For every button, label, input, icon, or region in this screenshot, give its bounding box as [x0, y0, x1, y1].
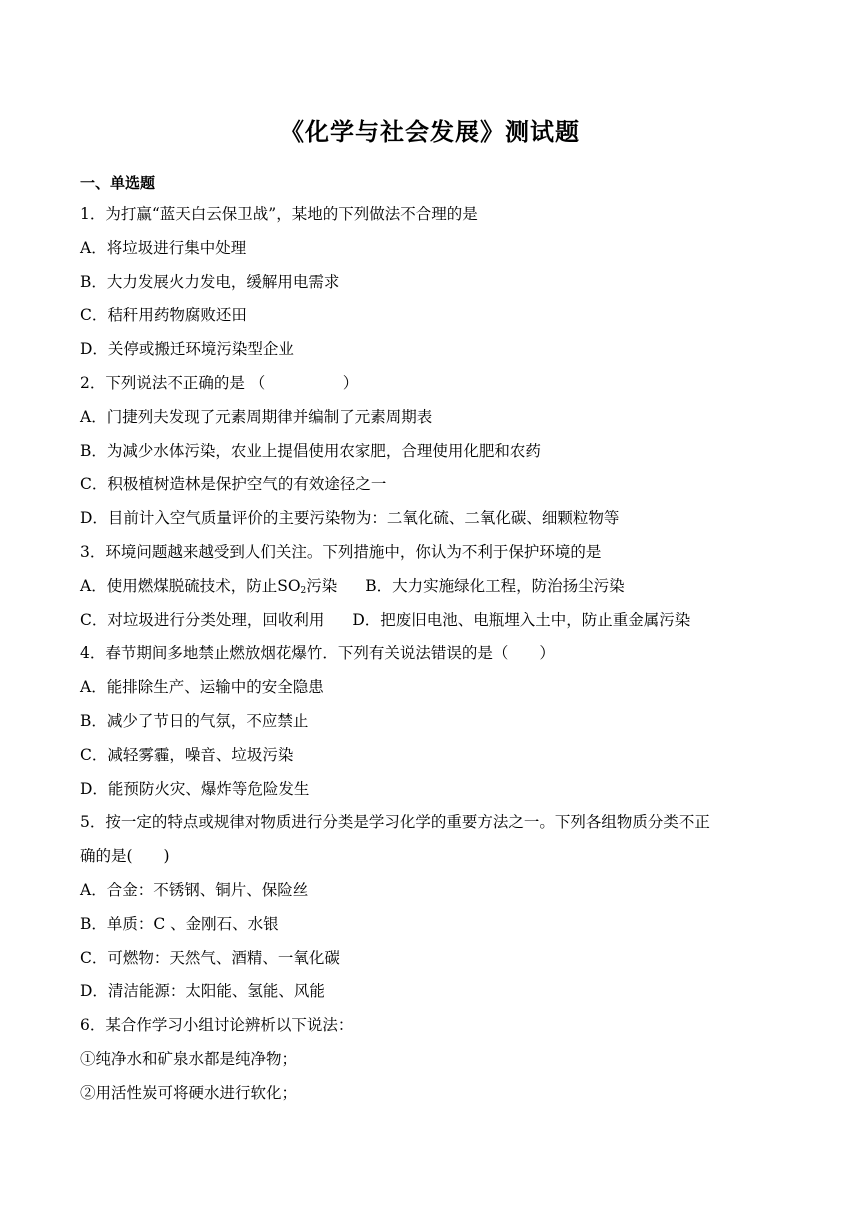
- option-d: D．清洁能源：太阳能、氢能、风能: [80, 982, 325, 1001]
- section-heading: 一、单选题: [80, 174, 156, 192]
- option-a: A．合金：不锈钢、铜片、保险丝: [80, 880, 309, 899]
- question-stem-continued: 确的是( ): [80, 847, 170, 866]
- option-b: B．大力发展火力发电，缓解用电需求: [80, 272, 340, 291]
- option-c: C．减轻雾霾，噪音、垃圾污染: [80, 745, 294, 764]
- option-d: D．目前计入空气质量评价的主要污染物为：二氧化硫、二氧化碳、细颗粒物等: [80, 509, 620, 528]
- option-c: C．对垃圾进行分类处理，回收利用: [80, 610, 325, 629]
- question-list: [80, 198, 790, 1111]
- option-b: B．为减少水体污染，农业上提倡使用农家肥，合理使用化肥和农药: [80, 441, 541, 460]
- option-c: C．可燃物：天然气、酒精、一氧化碳: [80, 948, 340, 967]
- question-stem: 4．春节期间多地禁止燃放烟花爆竹．下列有关说法错误的是（ ）: [80, 644, 555, 663]
- question-stem: 6．某合作学习小组讨论辨析以下说法：: [80, 1016, 354, 1035]
- option-a: A．将垃圾进行集中处理: [80, 238, 247, 257]
- option-b: B．单质：C 、金刚石、水银: [80, 914, 279, 933]
- question-stem: 3．环境问题越来越受到人们关注。下列措施中，你认为不利于保护环境的是: [80, 542, 602, 561]
- statement-1: ①纯净水和矿泉水都是纯净物；: [80, 1049, 298, 1068]
- option-d: D．关停或搬迁环境污染型企业: [80, 340, 294, 359]
- option-d: D．把废旧电池、电瓶埋入土中，防止重金属污染: [352, 610, 691, 629]
- question-stem: 1．为打赢“蓝天白云保卫战”，某地的下列做法不合理的是: [80, 205, 478, 223]
- option-b: B．减少了节日的气氛，不应禁止: [80, 711, 309, 730]
- option-a: A．门捷列夫发现了元素周期律并编制了元素周期表: [80, 407, 433, 426]
- option-a: A．使用燃煤脱硫技术，防止$SO_2$污染: [80, 576, 338, 596]
- page-title: 《化学与社会发展》测试题: [280, 118, 580, 146]
- statement-2: ②用活性炭可将硬水进行软化；: [80, 1083, 298, 1102]
- question-stem: 2．下列说法不正确的是 （ ）: [80, 373, 359, 392]
- option-c: C．积极植树造林是保护空气的有效途径之一: [80, 475, 387, 494]
- option-row-ab: [80, 570, 790, 604]
- option-d: D．能预防火灾、爆炸等危险发生: [80, 779, 310, 798]
- option-c: C．秸秆用药物腐败还田: [80, 306, 247, 325]
- option-b: B．大力实施绿化工程，防治扬尘污染: [365, 576, 625, 595]
- option-a: A．能排除生产、运输中的安全隐患: [80, 678, 324, 697]
- question-stem: 5．按一定的特点或规律对物质进行分类是学习化学的重要方法之一。下列各组物质分类不正: [80, 813, 710, 832]
- option-row-cd: [80, 604, 790, 638]
